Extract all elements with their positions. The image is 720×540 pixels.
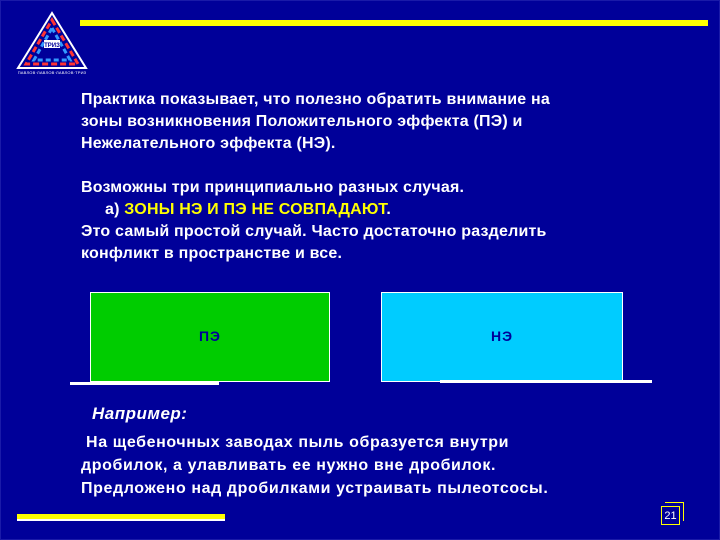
case-a-highlight: ЗОНЫ НЭ И ПЭ НЕ СОВПАДАЮТ [124,201,387,218]
zone-baseline-right [440,380,652,383]
triz-logo-icon [14,10,90,76]
positive-effect-label: ПЭ [198,328,222,344]
negative-effect-zone [381,292,623,382]
bottom-divider [17,514,225,519]
logo-caption: ПАВЛОВ·ЛАВЛОВ·ЛАВЛОВ·ТРИЗ [17,70,87,75]
intro-line: зоны возникновения Положительного эффекта (ПЭ) и [81,113,523,130]
intro-paragraph [81,89,550,155]
top-divider [80,20,708,26]
cases-line: конфликт в пространстве и все. [81,245,343,262]
negative-effect-label: НЭ [490,328,514,344]
example-line: Предложено над дробилками устраивать пылеотсосы. [81,480,549,497]
example-paragraph [81,431,548,500]
example-title: Например: [92,404,188,423]
cases-line: Это самый простой случай. Часто достаточно разделить [81,223,547,240]
case-a-line [81,199,547,221]
case-a-prefix: а) [105,201,125,218]
positive-effect-zone [90,292,330,382]
example-line: дробилок, а улавливать ее нужно вне дробилок. [81,457,497,474]
cases-line: Возможны три принципиально разных случая. [81,179,465,196]
logo-title: ТРИЗ [44,43,60,49]
slide-number: 21 [661,506,680,525]
zone-baseline-left [70,382,219,385]
cases-paragraph [81,177,547,265]
intro-line: Нежелательного эффекта (НЭ). [81,135,336,152]
intro-line: Практика показывает, что полезно обратить внимание на [81,91,550,108]
case-a-suffix: . [386,201,392,218]
example-line: На щебеночных заводах пыль образуется внутри [81,434,510,451]
